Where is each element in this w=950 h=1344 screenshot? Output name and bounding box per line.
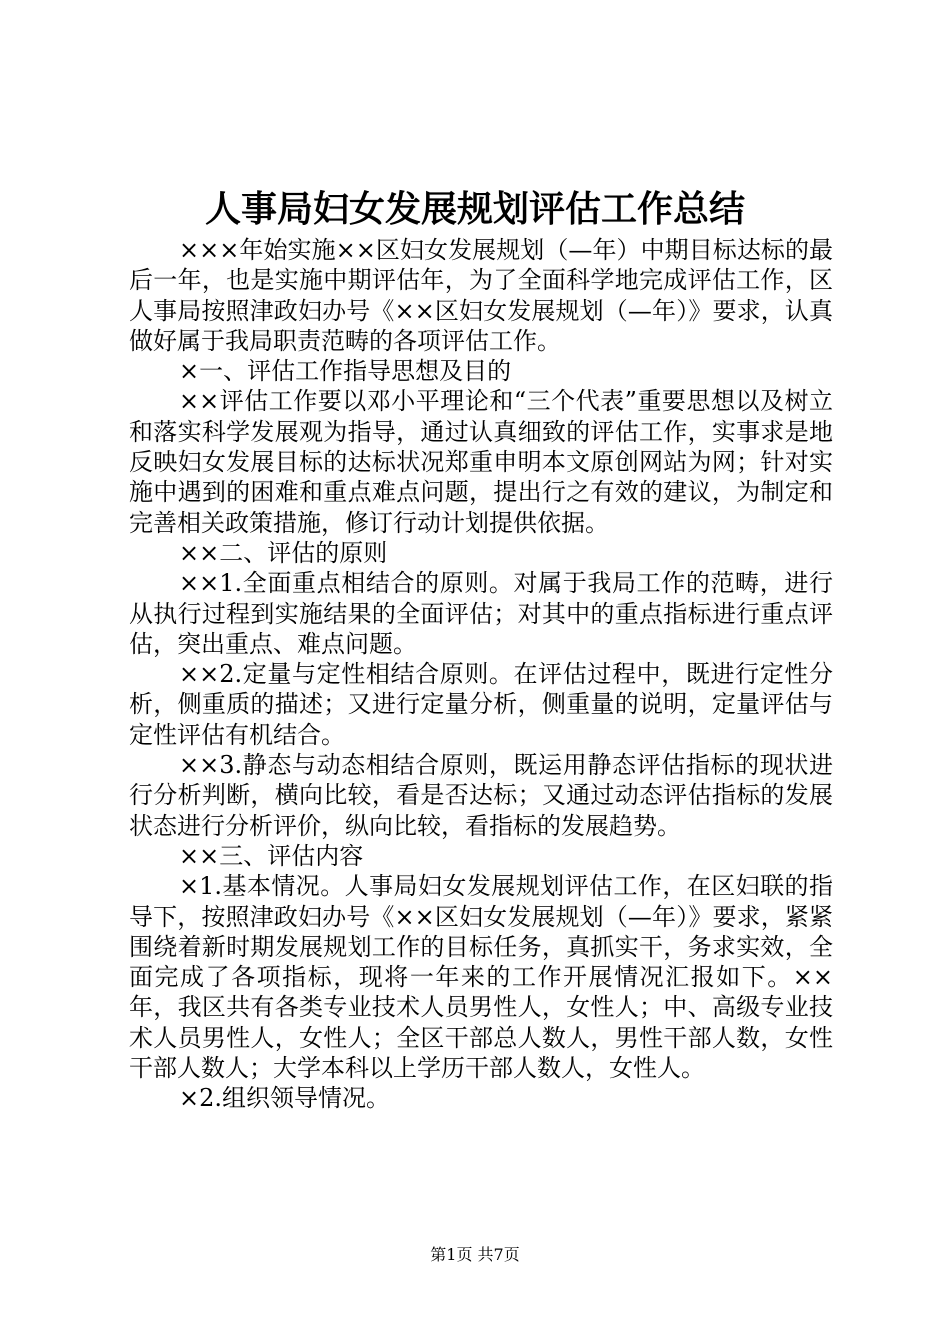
paragraph-intro: ×××年始实施××区妇女发展规划（—年）中期目标达标的最后一年，也是实施中期评估年，为了全面科学地完成评估工作，区人事局按照津政妇办号《××区妇女发展规划（—年）》要求，认真做好属于我局职责范畴的各项评估工作。 <box>129 236 833 355</box>
section-heading-2: ××二、评估的原则 <box>179 538 388 567</box>
paragraph-leadership: ×2.组织领导情况。 <box>179 1084 391 1113</box>
document-title: 人事局妇女发展规划评估工作总结 <box>204 188 745 230</box>
paragraph-guiding-thought: ××评估工作要以邓小平理论和“三个代表”重要思想以及树立和落实科学发展观为指导，通过认真细致的评估工作，实事求是地反映妇女发展目标的达标状况郑重申明本文原创网站为网；针对实施中遇到的困难和重点难点问题，提出行之有效的建议，为制定和完善相关政策措施，修订行动计划提供依据。 <box>129 387 833 537</box>
paragraph-basic-situation: ×1.基本情况。人事局妇女发展规划评估工作，在区妇联的指导下，按照津政妇办号《××区妇女发展规划（—年）》要求，紧紧围绕着新时期发展规划工作的目标任务，真抓实干，务求实效，全面完成了各项指标，现将一年来的工作开展情况汇报如下。××年，我区共有各类专业技术人员男性人，女性人；中、高级专业技术人员男性人，女性人；全区干部总人数人，男性干部人数，女性干部人数人；大学本科以上学历干部人数人，女性人。 <box>129 872 833 1083</box>
section-heading-1: ×一、评估工作指导思想及目的 <box>179 357 512 386</box>
paragraph-principle-1: ××1.全面重点相结合的原则。对属于我局工作的范畴，进行从执行过程到实施结果的全面评估；对其中的重点指标进行重点评估，突出重点、难点问题。 <box>129 569 833 658</box>
paragraph-principle-2: ××2.定量与定性相结合原则。在评估过程中，既进行定性分析，侧重质的描述；又进行定量分析，侧重量的说明，定量评估与定性评估有机结合。 <box>129 660 833 749</box>
paragraph-principle-3: ××3.静态与动态相结合原则，既运用静态评估指标的现状进行分析判断，横向比较，看是否达标；又通过动态评估指标的发展状态进行分析评价，纵向比较，看指标的发展趋势。 <box>129 751 833 840</box>
document-body <box>129 235 833 1114</box>
page-number-footer: 第1页 共7页 <box>430 1245 520 1264</box>
section-heading-3: ××三、评估内容 <box>179 841 364 870</box>
